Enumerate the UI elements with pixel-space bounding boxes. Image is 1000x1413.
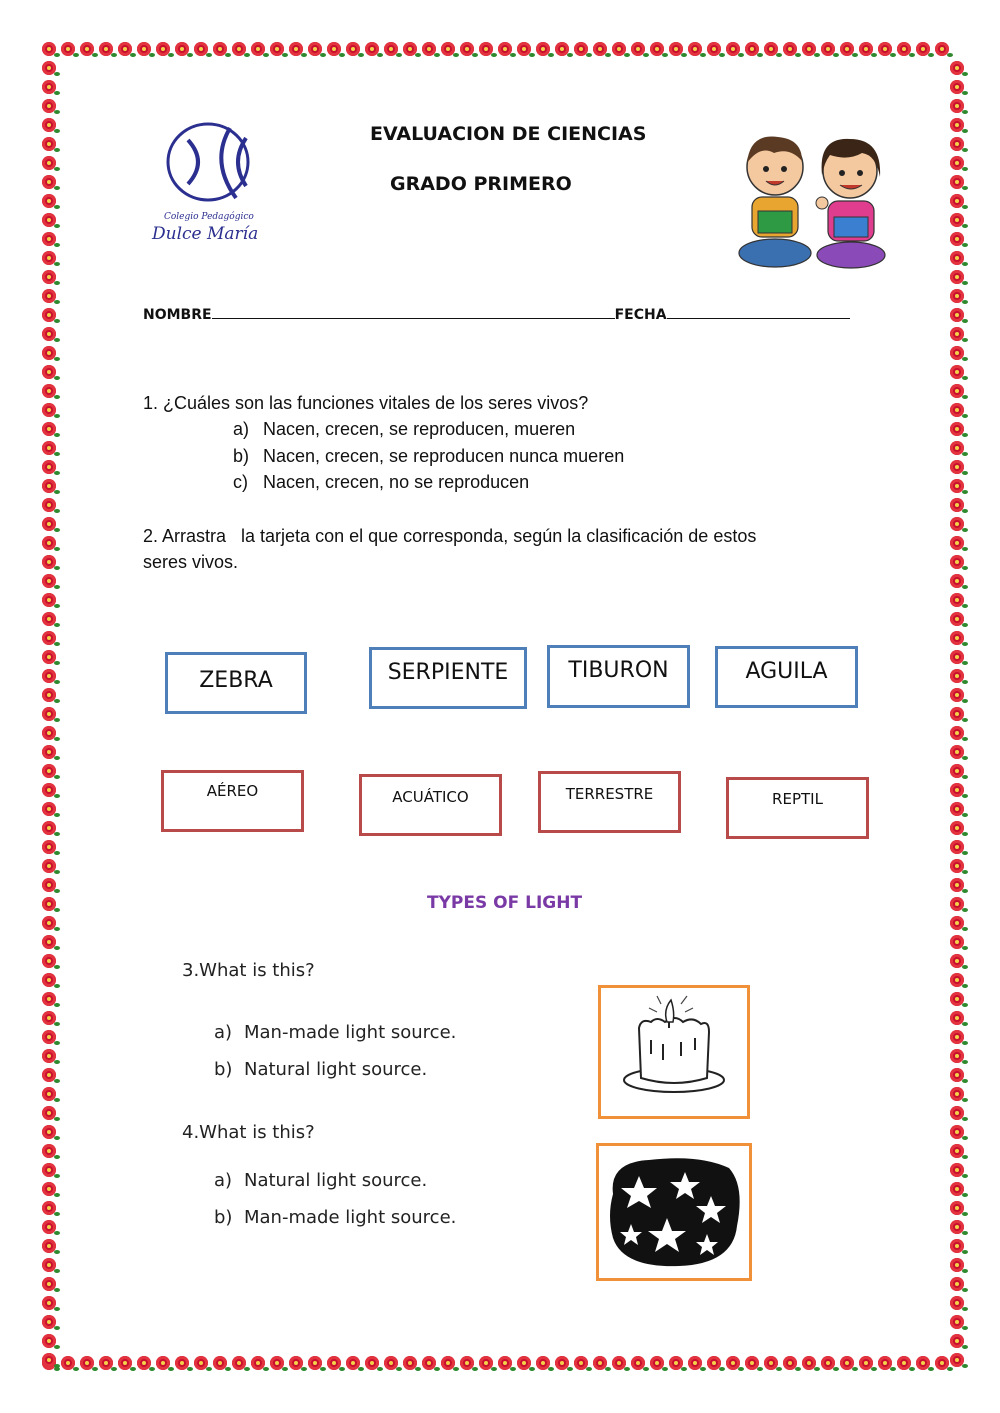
target-reptil[interactable]: REPTIL [726, 777, 869, 839]
border-leaf-icon [776, 53, 782, 57]
border-leaf-icon [890, 53, 896, 57]
border-leaf-icon [54, 756, 60, 760]
border-leaf-icon [962, 737, 968, 741]
border-leaf-icon [962, 319, 968, 323]
border-leaf-icon [54, 965, 60, 969]
border-leaf-icon [263, 53, 269, 57]
border-leaf-icon [962, 1155, 968, 1159]
border-leaf-icon [54, 1193, 60, 1197]
border-leaf-icon [962, 832, 968, 836]
border-leaf-icon [54, 547, 60, 551]
border-leaf-icon [54, 908, 60, 912]
border-leaf-icon [54, 243, 60, 247]
border-leaf-icon [962, 1060, 968, 1064]
logo-emblem-icon [150, 120, 275, 210]
border-leaf-icon [377, 1367, 383, 1371]
border-leaf-icon [73, 1367, 79, 1371]
border-leaf-icon [962, 243, 968, 247]
border-leaf-icon [54, 737, 60, 741]
border-leaf-icon [187, 53, 193, 57]
border-leaf-icon [962, 870, 968, 874]
border-leaf-icon [962, 414, 968, 418]
border-leaf-icon [962, 72, 968, 76]
border-leaf-icon [263, 1367, 269, 1371]
candle-image-frame [598, 985, 750, 1119]
date-label: FECHA [614, 307, 667, 323]
border-leaf-icon [510, 1367, 516, 1371]
border-leaf-icon [643, 1367, 649, 1371]
border-leaf-icon [320, 53, 326, 57]
border-leaf-icon [54, 1345, 60, 1349]
border-leaf-icon [54, 604, 60, 608]
border-leaf-icon [529, 1367, 535, 1371]
border-leaf-icon [962, 224, 968, 228]
border-leaf-icon [54, 1250, 60, 1254]
border-leaf-icon [54, 585, 60, 589]
border-leaf-icon [814, 53, 820, 57]
border-leaf-icon [225, 53, 231, 57]
q1-option-a[interactable] [233, 419, 575, 440]
border-leaf-icon [962, 186, 968, 190]
border-leaf-icon [54, 1022, 60, 1026]
border-leaf-icon [54, 72, 60, 76]
border-leaf-icon [54, 623, 60, 627]
border-leaf-icon [130, 1367, 136, 1371]
border-leaf-icon [510, 53, 516, 57]
border-leaf-icon [54, 680, 60, 684]
candle-icon [601, 988, 747, 1116]
border-leaf-icon [890, 1367, 896, 1371]
date-blank[interactable] [667, 306, 850, 319]
border-leaf-icon [548, 53, 554, 57]
border-leaf-icon [757, 1367, 763, 1371]
option-letter: a) [233, 419, 250, 439]
border-leaf-icon [719, 53, 725, 57]
grade-title: GRADO PRIMERO [390, 173, 572, 195]
border-leaf-icon [54, 338, 60, 342]
border-leaf-icon [962, 357, 968, 361]
border-leaf-icon [54, 661, 60, 665]
border-leaf-icon [491, 1367, 497, 1371]
border-leaf-icon [962, 1212, 968, 1216]
border-leaf-icon [962, 775, 968, 779]
border-leaf-icon [605, 53, 611, 57]
name-date-line [143, 306, 850, 323]
border-leaf-icon [54, 414, 60, 418]
border-leaf-icon [54, 1098, 60, 1102]
border-leaf-icon [168, 1367, 174, 1371]
border-leaf-icon [282, 1367, 288, 1371]
border-leaf-icon [962, 262, 968, 266]
border-leaf-icon [301, 1367, 307, 1371]
border-leaf-icon [962, 908, 968, 912]
section-title: TYPES OF LIGHT [427, 893, 583, 913]
border-leaf-icon [54, 376, 60, 380]
border-leaf-icon [962, 490, 968, 494]
border-leaf-icon [54, 91, 60, 95]
border-leaf-icon [472, 1367, 478, 1371]
border-leaf-icon [168, 53, 174, 57]
border-leaf-icon [962, 509, 968, 513]
border-leaf-icon [662, 53, 668, 57]
border-leaf-icon [962, 1098, 968, 1102]
border-leaf-icon [149, 1367, 155, 1371]
border-leaf-icon [358, 1367, 364, 1371]
border-leaf-icon [962, 1022, 968, 1026]
border-leaf-icon [54, 794, 60, 798]
border-leaf-icon [54, 1364, 60, 1368]
option-letter: b) [214, 1059, 233, 1080]
border-leaf-icon [54, 1288, 60, 1292]
border-leaf-icon [54, 53, 60, 57]
border-leaf-icon [962, 1136, 968, 1140]
border-leaf-icon [377, 53, 383, 57]
border-leaf-icon [928, 1367, 934, 1371]
border-leaf-icon [962, 965, 968, 969]
option-text: Nacen, crecen, no se reproducen [263, 472, 530, 492]
border-leaf-icon [962, 566, 968, 570]
border-leaf-icon [187, 1367, 193, 1371]
border-leaf-icon [962, 946, 968, 950]
card-tiburon[interactable]: TIBURON [547, 645, 690, 708]
border-leaf-icon [282, 53, 288, 57]
border-leaf-icon [605, 1367, 611, 1371]
card-zebra[interactable]: ZEBRA [165, 652, 307, 714]
border-leaf-icon [776, 1367, 782, 1371]
border-leaf-icon [962, 813, 968, 817]
stars-icon [599, 1146, 749, 1278]
border-leaf-icon [301, 53, 307, 57]
border-leaf-icon [962, 1231, 968, 1235]
border-leaf-icon [962, 1326, 968, 1330]
border-leaf-icon [962, 1079, 968, 1083]
border-leaf-icon [54, 110, 60, 114]
border-leaf-icon [871, 53, 877, 57]
option-letter: b) [233, 446, 250, 466]
border-leaf-icon [54, 262, 60, 266]
border-leaf-icon [700, 53, 706, 57]
border-leaf-icon [206, 1367, 212, 1371]
border-leaf-icon [54, 129, 60, 133]
option-letter: b) [214, 1207, 233, 1228]
border-leaf-icon [244, 53, 250, 57]
border-leaf-icon [54, 319, 60, 323]
border-leaf-icon [795, 53, 801, 57]
border-leaf-icon [54, 224, 60, 228]
border-leaf-icon [54, 452, 60, 456]
border-leaf-icon [833, 53, 839, 57]
name-blank[interactable] [212, 306, 615, 319]
border-leaf-icon [111, 53, 117, 57]
border-leaf-icon [795, 1367, 801, 1371]
q3-option-a[interactable] [214, 1022, 456, 1043]
border-leaf-icon [962, 756, 968, 760]
border-leaf-icon [244, 1367, 250, 1371]
border-leaf-icon [962, 851, 968, 855]
border-leaf-icon [814, 1367, 820, 1371]
option-text: Natural light source. [244, 1059, 428, 1080]
logo-subtitle: Colegio Pedagógico [164, 212, 254, 222]
border-leaf-icon [54, 1231, 60, 1235]
border-leaf-icon [54, 1269, 60, 1273]
border-leaf-icon [396, 1367, 402, 1371]
border-leaf-icon [358, 53, 364, 57]
border-leaf-icon [962, 300, 968, 304]
border-leaf-icon [681, 53, 687, 57]
kids-reading-illustration [730, 125, 900, 275]
border-leaf-icon [962, 984, 968, 988]
border-leaf-icon [962, 110, 968, 114]
border-leaf-icon [130, 53, 136, 57]
border-leaf-icon [453, 53, 459, 57]
border-leaf-icon [624, 53, 630, 57]
border-leaf-icon [962, 927, 968, 931]
border-leaf-icon [453, 1367, 459, 1371]
border-leaf-icon [962, 1345, 968, 1349]
border-leaf-icon [962, 471, 968, 475]
border-leaf-icon [928, 53, 934, 57]
border-leaf-icon [962, 794, 968, 798]
border-leaf-icon [73, 53, 79, 57]
border-leaf-icon [962, 1193, 968, 1197]
border-leaf-icon [962, 661, 968, 665]
target-terrestre[interactable]: TERRESTRE [538, 771, 681, 833]
border-leaf-icon [947, 53, 953, 57]
border-leaf-icon [962, 1288, 968, 1292]
border-leaf-icon [54, 775, 60, 779]
card-serpiente[interactable]: SERPIENTE [369, 647, 527, 709]
option-letter: a) [214, 1022, 233, 1043]
border-leaf-icon [54, 509, 60, 513]
border-leaf-icon [225, 1367, 231, 1371]
stars-image-frame [596, 1143, 752, 1281]
border-leaf-icon [962, 1174, 968, 1178]
border-leaf-icon [909, 53, 915, 57]
border-leaf-icon [962, 699, 968, 703]
border-leaf-icon [434, 53, 440, 57]
border-leaf-icon [54, 357, 60, 361]
border-leaf-icon [681, 1367, 687, 1371]
q4-option-b[interactable] [214, 1207, 456, 1228]
border-leaf-icon [206, 53, 212, 57]
border-leaf-icon [962, 376, 968, 380]
border-leaf-icon [149, 53, 155, 57]
border-leaf-icon [962, 433, 968, 437]
option-text: Natural light source. [244, 1170, 428, 1191]
border-leaf-icon [54, 167, 60, 171]
border-leaf-icon [962, 680, 968, 684]
border-leaf-icon [472, 53, 478, 57]
card-aguila[interactable]: AGUILA [715, 646, 858, 708]
border-leaf-icon [54, 1117, 60, 1121]
border-leaf-icon [962, 585, 968, 589]
q1-option-b[interactable] [233, 446, 624, 467]
border-leaf-icon [320, 1367, 326, 1371]
border-leaf-icon [962, 547, 968, 551]
border-leaf-icon [54, 1079, 60, 1083]
logo-name: Dulce María [152, 224, 259, 244]
border-leaf-icon [54, 851, 60, 855]
border-leaf-icon [54, 832, 60, 836]
border-leaf-icon [852, 53, 858, 57]
border-leaf-icon [54, 1326, 60, 1330]
border-leaf-icon [54, 718, 60, 722]
border-leaf-icon [700, 1367, 706, 1371]
border-leaf-icon [54, 1155, 60, 1159]
border-leaf-icon [962, 281, 968, 285]
name-label: NOMBRE [143, 307, 212, 323]
question-4: 4.What is this? [182, 1122, 315, 1143]
border-leaf-icon [54, 1060, 60, 1064]
border-leaf-icon [54, 300, 60, 304]
target-acuatico[interactable]: ACUÁTICO [359, 774, 502, 836]
border-leaf-icon [54, 490, 60, 494]
border-leaf-icon [962, 1364, 968, 1368]
border-leaf-icon [54, 471, 60, 475]
border-leaf-icon [962, 1041, 968, 1045]
border-leaf-icon [962, 167, 968, 171]
option-text: Nacen, crecen, se reproducen nunca mueren [263, 446, 625, 466]
border-leaf-icon [54, 395, 60, 399]
border-leaf-icon [54, 927, 60, 931]
border-leaf-icon [339, 53, 345, 57]
border-leaf-icon [738, 1367, 744, 1371]
border-leaf-icon [586, 53, 592, 57]
border-leaf-icon [962, 338, 968, 342]
border-leaf-icon [54, 281, 60, 285]
border-leaf-icon [92, 53, 98, 57]
border-leaf-icon [54, 1041, 60, 1045]
border-leaf-icon [54, 1212, 60, 1216]
border-leaf-icon [643, 53, 649, 57]
border-leaf-icon [586, 1367, 592, 1371]
border-leaf-icon [548, 1367, 554, 1371]
border-leaf-icon [833, 1367, 839, 1371]
border-leaf-icon [491, 53, 497, 57]
border-leaf-icon [54, 813, 60, 817]
border-leaf-icon [54, 205, 60, 209]
border-leaf-icon [54, 1136, 60, 1140]
option-letter: a) [214, 1170, 233, 1191]
question-1: 1. ¿Cuáles son las funciones vitales de los seres vivos? [143, 393, 589, 413]
border-leaf-icon [54, 148, 60, 152]
border-leaf-icon [909, 1367, 915, 1371]
border-leaf-icon [947, 1367, 953, 1371]
target-aereo[interactable]: AÉREO [161, 770, 304, 832]
border-leaf-icon [962, 1117, 968, 1121]
school-logo [150, 120, 275, 255]
border-leaf-icon [757, 53, 763, 57]
option-text: Nacen, crecen, se reproducen, mueren [263, 419, 576, 439]
border-leaf-icon [962, 148, 968, 152]
border-leaf-icon [871, 1367, 877, 1371]
border-leaf-icon [962, 528, 968, 532]
border-leaf-icon [962, 1307, 968, 1311]
border-leaf-icon [962, 889, 968, 893]
border-leaf-icon [54, 699, 60, 703]
border-leaf-icon [962, 91, 968, 95]
border-leaf-icon [962, 1250, 968, 1254]
border-leaf-icon [624, 1367, 630, 1371]
border-leaf-icon [339, 1367, 345, 1371]
border-leaf-icon [962, 718, 968, 722]
page-title: EVALUACION DE CIENCIAS [370, 123, 647, 145]
border-leaf-icon [567, 53, 573, 57]
border-leaf-icon [54, 566, 60, 570]
border-leaf-icon [962, 604, 968, 608]
border-leaf-icon [434, 1367, 440, 1371]
option-letter: c) [233, 472, 248, 492]
border-leaf-icon [92, 1367, 98, 1371]
border-leaf-icon [962, 1003, 968, 1007]
question-2-line-1: 2. Arrastra la tarjeta con el que corresponda, según la clasificación de estos [143, 526, 757, 546]
border-leaf-icon [54, 642, 60, 646]
border-leaf-icon [111, 1367, 117, 1371]
border-leaf-icon [962, 395, 968, 399]
border-leaf-icon [962, 129, 968, 133]
border-leaf-icon [54, 984, 60, 988]
border-leaf-icon [54, 870, 60, 874]
border-leaf-icon [962, 205, 968, 209]
border-leaf-icon [396, 53, 402, 57]
border-leaf-icon [54, 889, 60, 893]
border-leaf-icon [962, 642, 968, 646]
border-leaf-icon [719, 1367, 725, 1371]
q1-option-c[interactable] [233, 472, 529, 493]
border-leaf-icon [529, 53, 535, 57]
q3-option-b[interactable] [214, 1059, 427, 1080]
border-leaf-icon [567, 1367, 573, 1371]
border-leaf-icon [962, 452, 968, 456]
border-leaf-icon [54, 528, 60, 532]
border-leaf-icon [54, 186, 60, 190]
border-leaf-icon [738, 53, 744, 57]
border-leaf-icon [962, 623, 968, 627]
border-leaf-icon [54, 433, 60, 437]
border-leaf-icon [54, 1174, 60, 1178]
border-leaf-icon [54, 946, 60, 950]
option-text: Man-made light source. [244, 1207, 457, 1228]
border-leaf-icon [54, 1307, 60, 1311]
q4-option-a[interactable] [214, 1170, 427, 1191]
border-leaf-icon [962, 1269, 968, 1273]
border-leaf-icon [415, 53, 421, 57]
option-text: Man-made light source. [244, 1022, 457, 1043]
border-leaf-icon [662, 1367, 668, 1371]
question-2-line-2: seres vivos. [143, 552, 239, 572]
border-leaf-icon [54, 1003, 60, 1007]
border-leaf-icon [415, 1367, 421, 1371]
border-leaf-icon [852, 1367, 858, 1371]
question-3: 3.What is this? [182, 960, 315, 981]
